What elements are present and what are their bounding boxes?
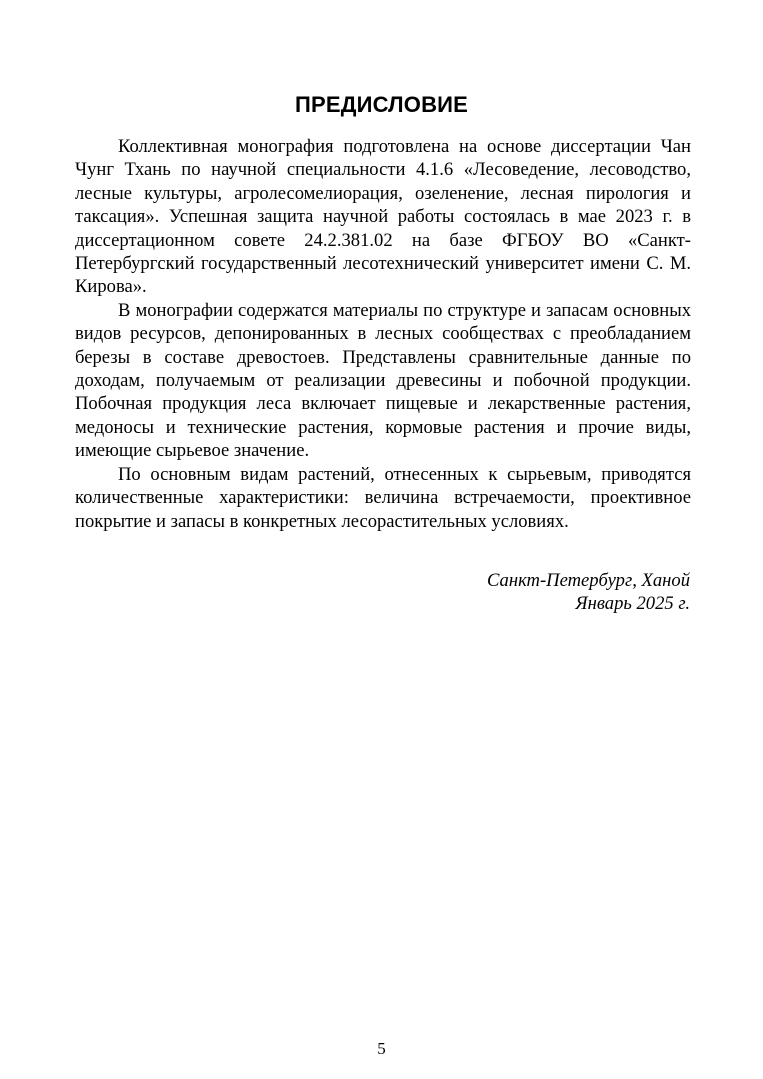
- paragraph-3: По основным видам растений, отнесенных к сырьевым, приводятся количественные характеристики: величина встречаемости, проективное покрытие и запасы в конкретных лесорастительных условиях.: [75, 463, 691, 532]
- preface-body: [75, 135, 691, 533]
- page-number: 5: [377, 1039, 386, 1058]
- paragraph-1: Коллективная монография подготовлена на основе диссертации Чан Чунг Тхань по научной специальности 4.1.6 «Лесоведение, лесоводство, лесные культуры, агролесомелиорация, озеленение, лесная пирология и таксация». Успешная защита научной работы состоялась в мае 2023 г. в диссертационном совете 24.2.381.02 на базе ФГБОУ ВО «Санкт-Петербургский государственный лесотехнический университет имени С. М. Кирова».: [75, 136, 691, 298]
- signature-date: Январь 2025 г.: [575, 593, 690, 615]
- signature-block: [75, 569, 690, 616]
- page-title: ПРЕДИСЛОВИЕ: [294, 92, 469, 117]
- signature-place: Санкт-Петербург, Ханой: [487, 570, 690, 591]
- paragraph-2: В монографии содержатся материалы по структуре и запасам основных видов ресурсов, депонированных в лесных сообществах с преобладанием березы в составе древостоев. Представлены сравнительные данные по доходам, получаемым от реализации древесины и побочной продукции. Побочная продукция леса включает пищевые и лекарственные растения, медоносы и технические растения, кормовые растения и прочие виды, имеющие сырьевое значение.: [75, 299, 691, 462]
